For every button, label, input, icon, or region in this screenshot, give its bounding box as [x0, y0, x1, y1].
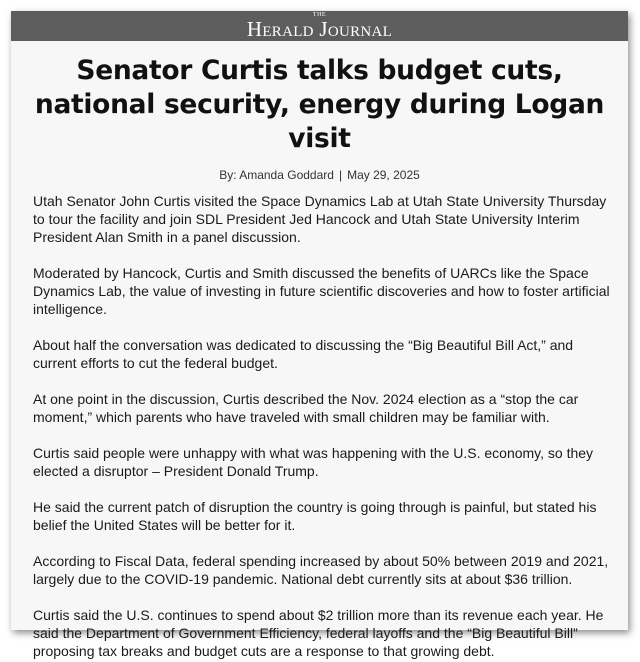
paragraph: Curtis said the U.S. continues to spend about $2 trillion more than its revenue each year. He said the Department of Government Efficiency, federal layoffs and the “Big Beautiful Bill” proposing tax breaks and budget cuts are a response to that growing debt.: [33, 607, 604, 659]
paragraph: According to Fiscal Data, federal spending increased by about 50% between 2019 and 2021, largely due to the COVID-19 pandemic. National debt currently sits at about $36 trillion.: [33, 553, 609, 587]
article-body: [33, 192, 614, 660]
byline-separator: |: [338, 168, 343, 182]
byline-date: May 29, 2025: [347, 168, 420, 182]
paragraph: Utah Senator John Curtis visited the Space Dynamics Lab at Utah State University Thursday to tour the facility and join SDL President Jed Hancock and Utah State University Interim President Alan Smith in a panel discussion.: [33, 193, 607, 245]
byline: [11, 168, 628, 182]
paragraph: At one point in the discussion, Curtis described the Nov. 2024 election as a “stop the car moment,” which parents who have traveled with small children may be familiar with.: [33, 391, 579, 425]
masthead: [11, 11, 628, 41]
article-card: [11, 11, 628, 659]
masthead-the: THE: [312, 12, 327, 18]
byline-author[interactable]: By: Amanda Goddard: [219, 168, 334, 182]
paragraph: He said the current patch of disruption the country is going through is painful, but stated his belief the United States will be better for it.: [33, 499, 597, 533]
paragraph: Moderated by Hancock, Curtis and Smith discussed the benefits of UARCs like the Space Dynamics Lab, the value of investing in future scientific discoveries and how to foster artificial intelligence.: [33, 265, 610, 317]
paragraph: About half the conversation was dedicated to discussing the “Big Beautiful Bill Act,” and current efforts to cut the federal budget.: [33, 337, 574, 371]
paragraph: Curtis said people were unhappy with what was happening with the U.S. economy, so they elected a disruptor – President Donald Trump.: [33, 445, 594, 479]
article-headline: Senator Curtis talks budget cuts, national security, energy during Logan visit: [34, 55, 605, 154]
masthead-title[interactable]: Herald Journal: [246, 17, 393, 41]
